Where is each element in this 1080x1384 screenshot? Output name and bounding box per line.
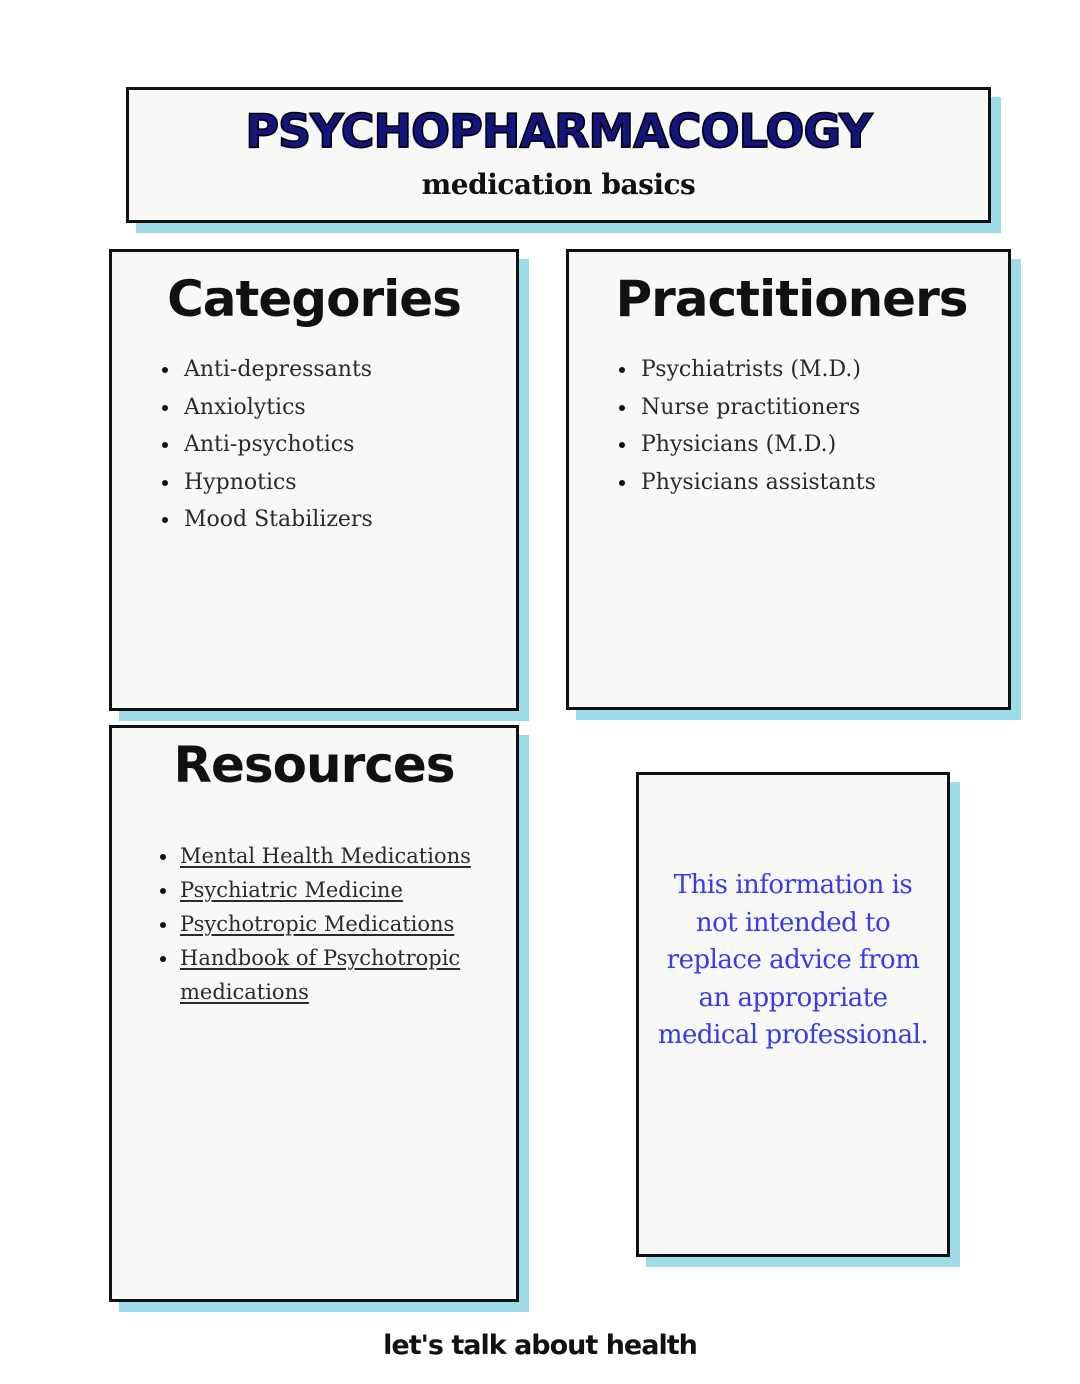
list-item [158,907,498,941]
header-card [126,87,991,223]
categories-heading: Categories [167,270,461,328]
resource-link-psychotropic-medications[interactable]: Psychotropic Medications [180,912,455,936]
list-item: Nurse practitioners [617,389,997,427]
list-item [158,941,498,1009]
list-item [158,873,498,907]
list-item: Hypnotics [160,464,500,502]
resource-link-psychiatric-medicine[interactable]: Psychiatric Medicine [180,878,403,902]
page-subtitle: medication basics [421,168,696,201]
disclaimer-card [636,772,950,1257]
practitioners-card [566,249,1011,710]
categories-list [160,351,500,539]
disclaimer-text: This information is not intended to replace advice from an appropriate medical professional. [657,870,929,1050]
page-title: PSYCHOPHARMACOLOGY [245,104,872,158]
resource-link-handbook-psychotropic[interactable]: Handbook of Psychotropic medications [180,946,461,1004]
resources-list [158,839,498,1009]
categories-card [109,249,519,711]
list-item: Physicians (M.D.) [617,426,997,464]
resources-card [109,725,519,1302]
list-item: Anti-depressants [160,351,500,389]
resource-link-mental-health-medications[interactable]: Mental Health Medications [180,844,471,868]
list-item [158,839,498,873]
practitioners-heading: Practitioners [615,270,968,328]
practitioners-list [617,351,997,501]
resources-heading: Resources [173,736,455,794]
list-item: Psychiatrists (M.D.) [617,351,997,389]
list-item: Physicians assistants [617,464,997,502]
list-item: Anxiolytics [160,389,500,427]
list-item: Anti-psychotics [160,426,500,464]
footer-tagline: let's talk about health [383,1330,697,1361]
list-item: Mood Stabilizers [160,501,500,539]
